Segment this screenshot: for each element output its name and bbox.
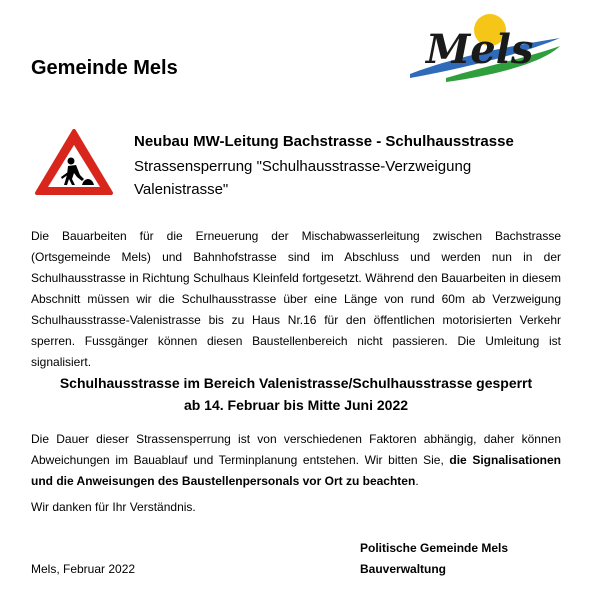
- paragraph-2-emphasis: die Signalisationen und die Anweisungen des Baustellenpersonals vor Ort zu beachten: [31, 453, 562, 488]
- body-paragraph-3: Wir danken für Ihr Verständnis.: [31, 500, 196, 514]
- closure-line-1: Schulhausstrasse im Bereich Valenistrasse/Schulhausstrasse gesperrt: [59, 375, 533, 391]
- logo-text: Mels: [426, 26, 534, 73]
- roadworks-warning-icon: [34, 127, 114, 197]
- body-paragraph-2: [31, 429, 561, 492]
- closure-line-2: ab 14. Februar bis Mitte Juni 2022: [183, 397, 409, 413]
- paragraph-2-end: .: [415, 474, 419, 488]
- notice-subline: Strassensperrung "Schulhausstrasse-Verzweigung Valenistrasse": [134, 158, 472, 198]
- page-title: Gemeinde Mels: [31, 57, 178, 79]
- closure-notice: [31, 372, 561, 416]
- mels-logo: [406, 8, 562, 82]
- signature-unit: Bauverwaltung: [360, 562, 447, 576]
- paragraph-2-text: Die Dauer dieser Strassensperrung ist von verschiedenen Faktoren abhängig, daher können Abweichungen im Bauablauf und Terminplanung entstehen. Wir bitten Sie,: [31, 432, 561, 467]
- body-paragraph-1: Die Bauarbeiten für die Erneuerung der Mischabwasserleitung zwischen Bachstrasse (Ortsgemeinde Mels) und Bahnhofstrasse sind im Abschluss und werden nun in der Schulhausstrasse in Richtung Schulhaus Kleinfeld fortgesetzt. Während den Bauarbeiten in diesem Abschnitt müssen wir die Schulhausstrasse über eine Länge von rund 60m ab Verzweigung Schulhausstrasse-Valenistrasse bis zu Haus Nr.16 für den öffentlichen motorisierten Verkehr sperren. Fussgänger können diesen Baustellenbereich nicht passieren. Die Umleitung ist signalisiert.: [31, 229, 561, 369]
- notice-headline: Neubau MW-Leitung Bachstrasse - Schulhausstrasse: [134, 133, 514, 150]
- signature-organization: Politische Gemeinde Mels: [360, 541, 509, 555]
- place-date: Mels, Februar 2022: [31, 562, 136, 576]
